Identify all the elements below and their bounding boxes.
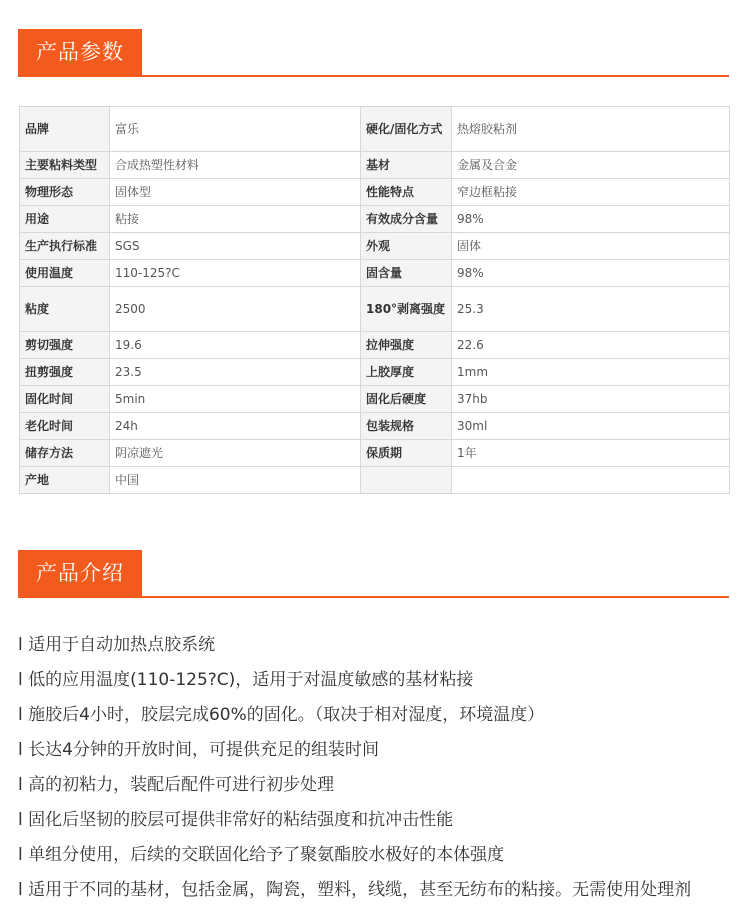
param-value: 98% <box>452 260 730 287</box>
param-value: SGS <box>110 233 361 260</box>
param-label: 粘度 <box>20 287 110 332</box>
params-section-header <box>18 29 729 77</box>
param-value: 固体 <box>452 233 730 260</box>
param-label: 有效成分含量 <box>361 206 452 233</box>
param-label: 使用温度 <box>20 260 110 287</box>
param-label: 扭剪强度 <box>20 359 110 386</box>
intro-section-title: 产品介绍 <box>18 550 142 596</box>
param-label: 性能特点 <box>361 179 452 206</box>
param-value: 22.6 <box>452 332 730 359</box>
param-value: 110-125?C <box>110 260 361 287</box>
intro-item: l 施胶后4小时，胶层完成60%的固化。（取决于相对湿度，环境温度） <box>18 705 545 725</box>
param-label: 保质期 <box>361 440 452 467</box>
param-value: 1年 <box>452 440 730 467</box>
param-value: 金属及合金 <box>452 152 730 179</box>
param-value: 23.5 <box>110 359 361 386</box>
param-value: 19.6 <box>110 332 361 359</box>
params-row <box>20 287 730 332</box>
intro-section-header <box>18 550 729 598</box>
param-label: 品牌 <box>20 107 110 152</box>
param-label: 用途 <box>20 206 110 233</box>
param-value: 1mm <box>452 359 730 386</box>
intro-item: l 适用于不同的基材，包括金属，陶瓷，塑料，线缆，甚至无纺布的粘接。无需使用处理剂 <box>18 880 692 900</box>
intro-item: l 高的初粘力，装配后配件可进行初步处理 <box>18 775 335 795</box>
param-value: 中国 <box>110 467 361 494</box>
intro-item: l 单组分使用，后续的交联固化给予了聚氨酯胶水极好的本体强度 <box>18 845 505 865</box>
params-row <box>20 206 730 233</box>
param-value: 合成热塑性材料 <box>110 152 361 179</box>
param-label: 硬化/固化方式 <box>361 107 452 152</box>
params-row <box>20 179 730 206</box>
param-label: 物理形态 <box>20 179 110 206</box>
params-row <box>20 386 730 413</box>
param-value: 25.3 <box>452 287 730 332</box>
params-row <box>20 332 730 359</box>
intro-item: l 固化后坚韧的胶层可提供非常好的粘结强度和抗冲击性能 <box>18 810 454 830</box>
params-row <box>20 359 730 386</box>
param-value: 固体型 <box>110 179 361 206</box>
params-row <box>20 260 730 287</box>
param-value: 富乐 <box>110 107 361 152</box>
param-value: 98% <box>452 206 730 233</box>
intro-item: l 低的应用温度(110-125?C)，适用于对温度敏感的基材粘接 <box>18 670 474 690</box>
param-label: 固含量 <box>361 260 452 287</box>
param-value: 阴凉遮光 <box>110 440 361 467</box>
param-label: 拉伸强度 <box>361 332 452 359</box>
param-label: 基材 <box>361 152 452 179</box>
param-label: 老化时间 <box>20 413 110 440</box>
param-label: 外观 <box>361 233 452 260</box>
params-row <box>20 107 730 152</box>
param-label <box>361 467 452 494</box>
param-value: 热熔胶粘剂 <box>452 107 730 152</box>
params-row <box>20 413 730 440</box>
param-value: 粘接 <box>110 206 361 233</box>
param-value: 5min <box>110 386 361 413</box>
param-label: 产地 <box>20 467 110 494</box>
params-section-title: 产品参数 <box>18 29 142 75</box>
param-label: 包装规格 <box>361 413 452 440</box>
param-value: 2500 <box>110 287 361 332</box>
params-table <box>19 106 730 494</box>
param-label: 主要粘料类型 <box>20 152 110 179</box>
param-label: 剪切强度 <box>20 332 110 359</box>
param-value: 窄边框粘接 <box>452 179 730 206</box>
param-label: 固化后硬度 <box>361 386 452 413</box>
param-value: 30ml <box>452 413 730 440</box>
param-value: 37hb <box>452 386 730 413</box>
param-value <box>452 467 730 494</box>
param-label: 固化时间 <box>20 386 110 413</box>
intro-list <box>18 628 738 908</box>
param-label: 生产执行标准 <box>20 233 110 260</box>
params-row <box>20 440 730 467</box>
params-row <box>20 152 730 179</box>
params-row <box>20 467 730 494</box>
params-row <box>20 233 730 260</box>
param-label: 储存方法 <box>20 440 110 467</box>
param-value: 24h <box>110 413 361 440</box>
intro-item: l 适用于自动加热点胶系统 <box>18 635 216 655</box>
param-label: 上胶厚度 <box>361 359 452 386</box>
intro-item: l 长达4分钟的开放时间，可提供充足的组装时间 <box>18 740 379 760</box>
param-label: 180°剥离强度 <box>361 287 452 332</box>
